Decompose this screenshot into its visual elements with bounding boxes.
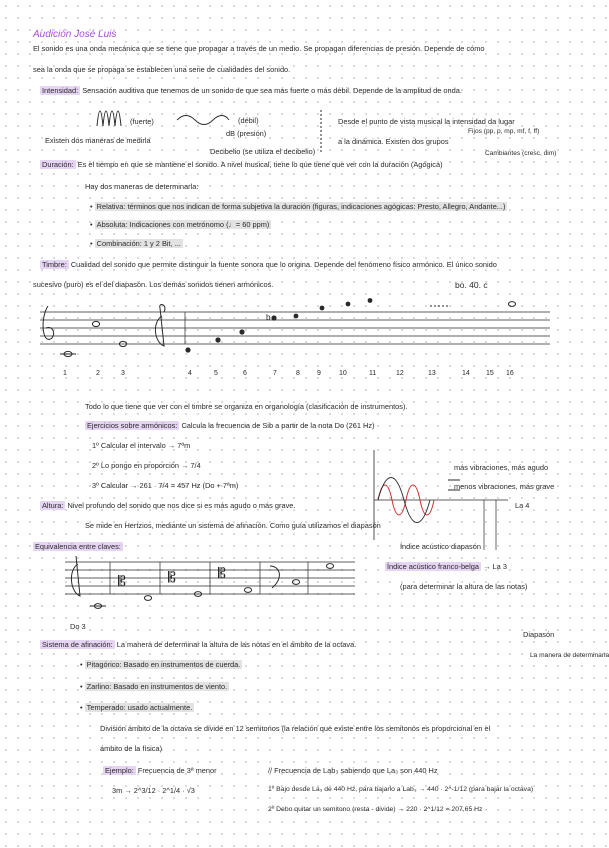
- note-4: [185, 347, 190, 352]
- indice-franco-line: Índice acústico franco-belga → La 3: [387, 562, 507, 571]
- organologia-text: Todo lo que tiene que ver con el timbre se organiza en organología (clasificación de instrumentos).: [85, 402, 408, 411]
- note-5: [215, 337, 220, 342]
- timbre-label: Timbre:: [42, 260, 67, 269]
- harmonic-number: 10: [339, 370, 347, 377]
- mide-text: Se mide en Hertzios, mediante un sistema de afinación. Como guía utilizamos el diapasón: [85, 521, 381, 530]
- harmonic-number: 16: [506, 370, 514, 377]
- note-2: [92, 321, 99, 326]
- timbre-text-2: sucesivo (puro) es el del diapasón. Los demás sonidos tienen armónicos.: [33, 280, 274, 289]
- dinamica-text: a la dinámica. Existen dos grupos: [338, 137, 449, 146]
- determinar-text: (para determinar la altura de las notas): [400, 582, 528, 591]
- harmonic-number: 11: [369, 370, 377, 377]
- harmonic-number: 5: [214, 370, 218, 377]
- ejercicio-step-1: 1º Calcular el intervalo → 7ªm: [92, 441, 191, 450]
- clef-equivalence-staff: [60, 552, 360, 612]
- existen-text: Existen dos maneras de medirla: [45, 136, 151, 145]
- sistema-item-2: • Zarlino: Basado en instrumentos de viento.: [80, 682, 228, 691]
- paso-1-text: 1º Bajo desde La₃ de 440 Hz, para bajarlo a Lab₃ → 440 · 2^-1/12 (para bajar la octava): [268, 786, 534, 793]
- la4-text: La 4: [515, 501, 530, 510]
- sistema-label: Sistema de afinación:: [42, 640, 113, 649]
- manera-text: La manera de determinarla: [530, 652, 609, 659]
- page-title: Audición José Luis: [33, 29, 117, 40]
- division-text-2: ámbito de la física): [100, 744, 163, 753]
- harmonic-number: 8: [296, 370, 300, 377]
- svg-text:𝄡: 𝄡: [168, 570, 176, 586]
- ejemplo-text: Frecuencia de 3ª menor: [137, 766, 217, 775]
- cambiantes-text: Cambiantes (cresc, dim): [485, 150, 557, 157]
- wave-fuerte-label: (fuerte): [130, 117, 154, 126]
- bass-clef-icon: [270, 566, 279, 588]
- ejemplo-label: Ejemplo:: [105, 766, 134, 775]
- timbre-text-1: Cualidad del sonido que permite distinguir la fuente sonora que lo origina. Depende del fenómeno físico armónico. El único sonido: [70, 260, 497, 269]
- duracion-item-2: • Absoluta: Indicaciones con metrónomo (♩= 60 ppm): [90, 220, 270, 229]
- diapason-text: Diapasón: [523, 630, 555, 639]
- frequency-waves-diagram: [368, 440, 518, 550]
- harmonic-number: 14: [462, 370, 470, 377]
- svg-text:𝄡: 𝄡: [218, 566, 226, 582]
- wave-strong-icon: [95, 104, 135, 130]
- desde-text: Desde el punto de vista musical la intensidad da lugar: [338, 117, 515, 126]
- divider-dashed: [318, 110, 324, 154]
- sistema-item-1: • Pitagórico: Basado en instrumentos de cuerda.: [80, 660, 241, 669]
- intensidad-label: Intensidad:: [42, 86, 79, 95]
- ejercicios-line: [85, 421, 375, 430]
- treble-clef-icon: [155, 305, 165, 346]
- altura-label: Altura:: [42, 501, 64, 510]
- intro-line-1: El sonido es una onda mecánica que se tiene que propagar a través de un medio. Se propagan diferencias de presión. Depende de cómo: [33, 44, 485, 53]
- wave-debil-label: (débil): [238, 116, 259, 125]
- altura-text: Nivel profundo del sonido que nos dice si es más agudo o más grave.: [67, 501, 296, 510]
- duracion-item-1: • Relativa: términos que nos indican de forma subjetiva la duración (figuras, indicaciones agógicas: Presto, Allegro, Andante...): [90, 202, 506, 211]
- harmonic-number: 2: [96, 370, 100, 377]
- menos-vibraciones-text: menos vibraciones, más grave: [454, 482, 555, 491]
- ejercicio-step-3: 3º Calcular → 261 · 7/4 = 457 Hz (Do + 7ªm): [92, 481, 239, 490]
- sistema-line: [40, 640, 356, 649]
- ejemplo-line: [103, 766, 217, 775]
- harmonic-number: 3: [121, 370, 125, 377]
- formula-text: 3m → 2^3/12 · 2^1/4 · √3: [112, 786, 195, 795]
- bass-clef-icon: [43, 306, 54, 339]
- harmonic-number: 9: [317, 370, 321, 377]
- timbre-annot: bo. 40. c: [455, 280, 488, 290]
- harmonic-number: 1: [63, 370, 67, 377]
- note-6: [239, 329, 244, 334]
- harmonic-number: 13: [428, 370, 436, 377]
- note-8: [294, 314, 299, 319]
- altura-line: [40, 501, 295, 510]
- duracion-line: [40, 160, 443, 169]
- harmonic-number: 12: [396, 370, 404, 377]
- wave-weak-icon: [175, 114, 230, 126]
- c-clef-icon: 𝄡: [118, 574, 126, 590]
- harmonic-number: 6: [243, 370, 247, 377]
- note-16: [508, 302, 515, 307]
- harmonic-series-staff: [30, 298, 570, 368]
- equivalencia-label: Equivalencia entre claves:: [35, 542, 121, 551]
- ejercicio-step-2: 2º Lo pongo en proporción → 7/4: [92, 461, 201, 470]
- indice-diapason-text: Índice acústico diapasón: [400, 542, 481, 551]
- paso-2-text: 2º Debo quitar un semitono (resta - divide) → 220 · 2^1/12 = 207,65 Hz: [268, 806, 483, 813]
- harmonic-number: 7: [273, 370, 277, 377]
- division-text-1: División ámbito de la octava se divide en 12 semitonos (la relación que existe entre los semitonos es proporcional en el: [100, 724, 491, 733]
- intensidad-line: [40, 86, 462, 95]
- vibraciones-text: más vibraciones, más agudo: [454, 463, 549, 472]
- note-9: [320, 306, 325, 311]
- fijos-text: Fijos (pp, p, mp, mf, f, ff): [468, 128, 540, 135]
- ejercicios-text: Calcula la frecuencia de Sib a partir de la nota Do (261 Hz): [181, 421, 375, 430]
- ejercicios-label: Ejercicios sobre armónicos:: [87, 421, 178, 430]
- freq-text: // Frecuencia de Lab₃ sabiendo que La₃ son 440 Hz: [268, 766, 438, 775]
- note-7: [271, 315, 276, 320]
- duracion-item-3: • Combinación: 1 y 2 Bit, ...: [90, 239, 181, 248]
- indice-franco-label: Índice acústico franco-belga: [387, 562, 480, 571]
- note-11: [368, 298, 373, 303]
- duracion-text: Es el tiempo en que se mantiene el sonido. A nivel musical, tiene lo que tiene que ver con la duración (Agógica): [77, 160, 443, 169]
- sistema-text: La manera de determinar la altura de las notas en el ámbito de la octava.: [116, 640, 357, 649]
- timbre-line: [40, 260, 497, 269]
- maneras-text: Hay dos maneras de determinarla:: [85, 182, 199, 191]
- do3-text: Do 3: [70, 622, 86, 631]
- intensidad-text: Sensación auditiva que tenemos de un sonido de que sea más fuerte o más débil. Depende de la amplitud de onda.: [82, 86, 462, 95]
- harmonic-number: 15: [486, 370, 494, 377]
- note-10: [346, 302, 351, 307]
- svg-text:b: b: [266, 313, 271, 322]
- la3-text: La 3: [492, 562, 507, 571]
- db-desc-text: Decibelio (se utiliza el decibelio): [210, 147, 316, 156]
- harmonic-number: 4: [188, 370, 192, 377]
- db-text: dB (presión): [226, 129, 267, 138]
- intro-line-2: sea la onda que se propaga se establecen una serie de cualidades del sonido.: [33, 65, 291, 74]
- sistema-item-3: • Temperado: usado actualmente.: [80, 703, 193, 712]
- duracion-label: Duración:: [42, 160, 74, 169]
